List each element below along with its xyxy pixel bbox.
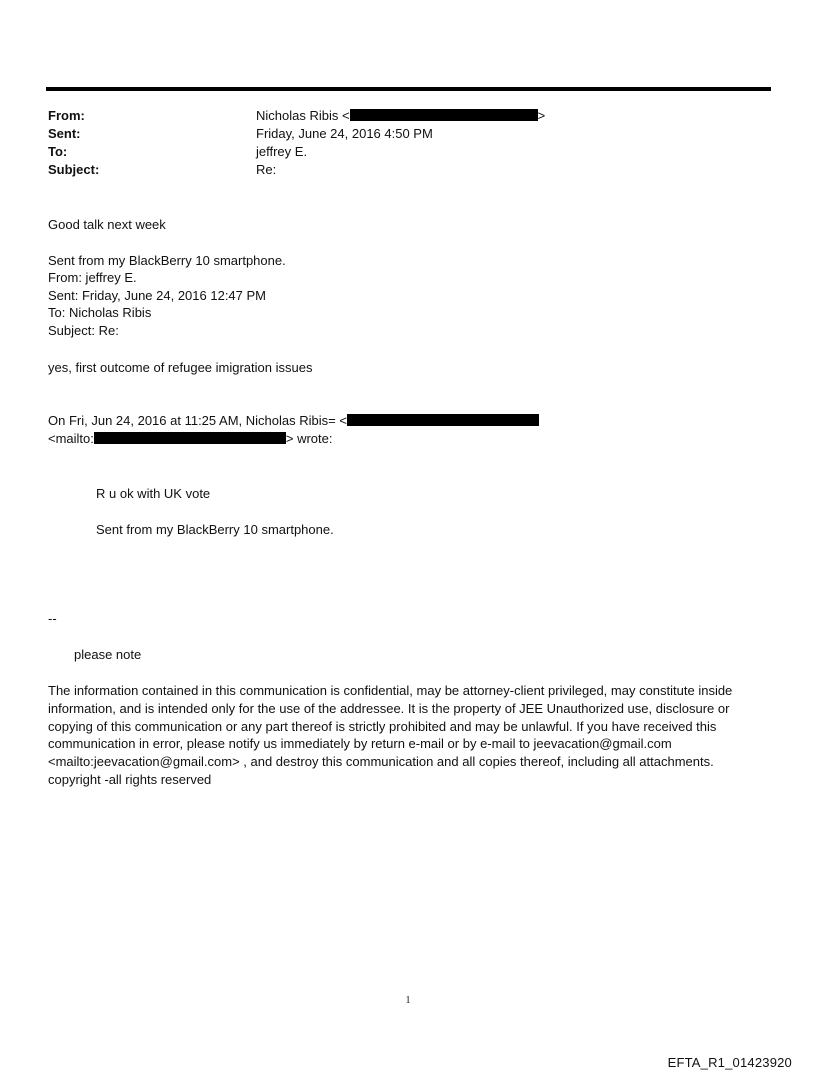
mailto-line: [48, 430, 333, 447]
quoted-message: R u ok with UK vote: [96, 486, 211, 501]
mailto-suffix: > wrote:: [285, 431, 333, 446]
mailto-prefix: <mailto:: [48, 431, 94, 446]
quoted-sent: Sent: Friday, June 24, 2016 12:47 PM: [48, 288, 267, 303]
please-note: please note: [74, 647, 142, 662]
redaction-block: [94, 432, 286, 444]
quoted-subject: Subject: Re:: [48, 323, 119, 338]
document-id: EFTA_R1_01423920: [667, 1055, 792, 1070]
on-date-line: [48, 412, 539, 429]
from-close: >: [537, 108, 546, 123]
to-label: To:: [48, 144, 68, 159]
body-line-good-talk: Good talk next week: [48, 217, 166, 232]
quoted-signature: Sent from my BlackBerry 10 smartphone.: [96, 522, 334, 537]
from-name: Nicholas Ribis <: [256, 108, 350, 123]
subject-value: Re:: [256, 162, 277, 177]
on-date-text: On Fri, Jun 24, 2016 at 11:25 AM, Nicholas Ribis= <: [48, 413, 347, 428]
disclaimer-paragraph: The information contained in this communication is confidential, may be attorney-client privileged, may constitute inside information, and is intended only for the use of the addressee. It is the property of JEE Unauthorized use, disclosure or copying of this communication or any part thereof is strictly prohibited and may be unlawful. If you have received this communication in error, please notify us immediately by return e-mail or by e-mail to jeevacation@gmail.com <mailto:jeevacation@gmail.com> , and destroy this communication and all copies thereof, including all attachments. copyright -all rights reserved: [48, 683, 733, 787]
from-label: From:: [48, 108, 85, 123]
signature-line: Sent from my BlackBerry 10 smartphone.: [48, 253, 286, 268]
subject-label: Subject:: [48, 162, 100, 177]
sent-value: Friday, June 24, 2016 4:50 PM: [256, 126, 433, 141]
redaction-block: [350, 109, 538, 121]
page-number: 1: [405, 995, 411, 1006]
quoted-from: From: jeffrey E.: [48, 270, 137, 285]
to-value: jeffrey E.: [256, 144, 308, 159]
from-value: [256, 107, 545, 125]
quoted-to: To: Nicholas Ribis: [48, 305, 152, 320]
reply-line: yes, first outcome of refugee imigration issues: [48, 360, 313, 375]
redaction-block: [347, 414, 539, 426]
sent-label: Sent:: [48, 126, 81, 141]
separator-dashes: --: [48, 611, 57, 626]
header-rule: [46, 87, 771, 91]
